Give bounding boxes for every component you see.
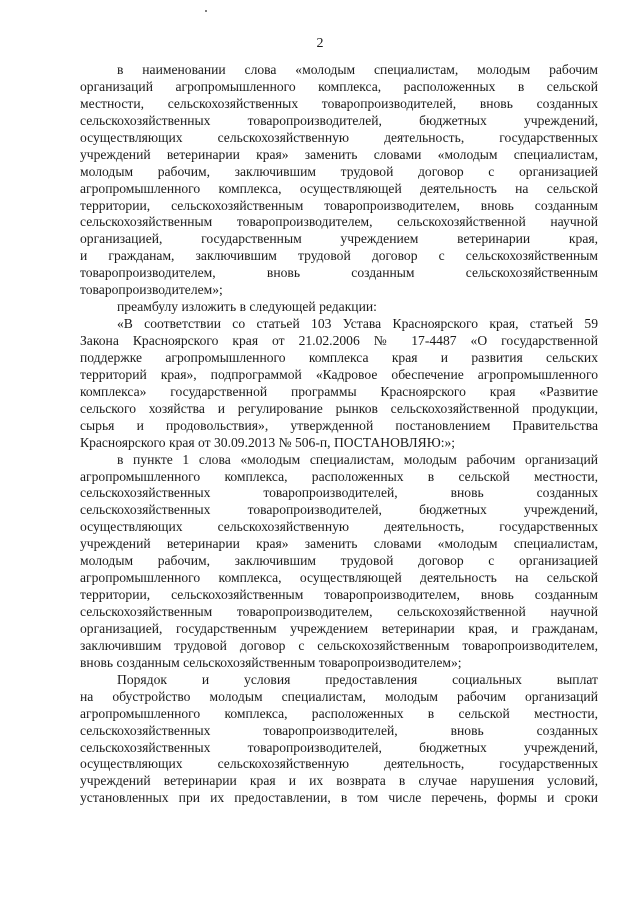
text-line: установленных при их предоставлении, в том числе перечень, формы и сроки xyxy=(80,790,598,806)
text-line: организаций агропромышленного комплекса, расположенных в сельской xyxy=(80,78,598,94)
text-line: Красноярского края от 30.09.2013 № 506-п, ПОСТАНОВЛЯЮ:»; xyxy=(80,434,456,450)
text-line: учреждений ветеринарии края и их возврата в случае нарушения условий, xyxy=(80,773,598,789)
text-line: сельскохозяйственным товаропроизводителем, сельскохозяйственной научной xyxy=(80,604,598,619)
text-line: территории, сельскохозяйственным товаропроизводителем, вновь созданным xyxy=(80,197,598,213)
text-line: в пункте 1 слова «молодым специалистам, молодым рабочим организаций xyxy=(117,451,598,467)
text-line: Закона Красноярского края от 21.02.2006 № 17-4487 «О государственной xyxy=(80,333,598,348)
page-number: 2 xyxy=(316,36,324,51)
text-line: учреждений ветеринарии края» заменить словами «молодым специалистам, xyxy=(80,536,598,552)
text-line: территорий края», подпрограммой «Кадровое обеспечение агропромышленного xyxy=(80,366,598,382)
text-line: «В соответствии со статьей 103 Устава Красноярского края, статьей 59 xyxy=(117,316,598,332)
text-line: вновь созданным сельскохозяйственным товаропроизводителем»; xyxy=(80,654,462,670)
text-line: сельскохозяйственных товаропроизводителей, вновь созданных xyxy=(80,722,598,738)
text-line: сельскохозяйственных товаропроизводителей, бюджетных учреждений, xyxy=(80,502,598,518)
text-line: поддержке агропромышленного комплекса края и развития сельских xyxy=(80,349,598,365)
text-line: товаропроизводителем, вновь созданным сельскохозяйственным xyxy=(80,265,598,281)
text-line: сельскохозяйственных товаропроизводителей, бюджетных учреждений, xyxy=(80,739,598,755)
text-line: сырья и продовольствия», утвержденной постановлением Правительства xyxy=(80,417,598,433)
text-line: агропромышленного комплекса, осуществляющей деятельность на сельской xyxy=(80,180,598,196)
text-line: агропромышленного комплекса, расположенных в сельской местности, xyxy=(80,468,598,484)
text-line: местности, сельскохозяйственных товаропроизводителей, вновь созданных xyxy=(80,95,598,111)
text-line: комплекса» государственной программы Красноярского края «Развитие xyxy=(80,383,598,399)
text-line: преамбулу изложить в следующей редакции: xyxy=(117,299,377,315)
text-line: сельскохозяйственным товаропроизводителем, сельскохозяйственной научной xyxy=(80,214,598,230)
text-line: сельского хозяйства и регулирование рынков сельскохозяйственной продукции, xyxy=(80,400,598,416)
text-line: осуществляющих сельскохозяйственную деятельность, государственных xyxy=(80,519,598,535)
text-line: осуществляющих сельскохозяйственную деятельность, государственных xyxy=(80,129,598,145)
scan-speck xyxy=(205,10,207,12)
text-line: сельскохозяйственных товаропроизводителей, вновь созданных xyxy=(80,485,598,501)
body-text xyxy=(80,62,598,807)
text-line: и гражданам, заключившим трудовой договор с сельскохозяйственным xyxy=(80,248,598,264)
text-line: территории, сельскохозяйственным товаропроизводителем, вновь созданным xyxy=(80,587,598,603)
text-line: молодым рабочим, заключившим трудовой договор с организацией xyxy=(80,553,598,569)
text-line: агропромышленного комплекса, осуществляющей деятельность на сельской xyxy=(80,570,598,586)
text-line: в наименовании слова «молодым специалистам, молодым рабочим xyxy=(117,62,598,77)
text-line: организацией, государственным учреждением ветеринарии края, xyxy=(80,231,598,247)
text-line: товаропроизводителем»; xyxy=(80,282,223,298)
text-line: осуществляющих сельскохозяйственную деятельность, государственных xyxy=(80,756,598,772)
text-line: сельскохозяйственных товаропроизводителей, бюджетных учреждений, xyxy=(80,112,598,128)
text-line: Порядок и условия предоставления социальных выплат xyxy=(117,671,598,687)
text-line: заключившим трудовой договор с сельскохозяйственным товаропроизводителем, xyxy=(80,637,598,653)
text-line: молодым рабочим, заключившим трудовой договор с организацией xyxy=(80,163,598,179)
text-line: учреждений ветеринарии края» заменить словами «молодым специалистам, xyxy=(80,146,598,162)
text-line: на обустройство молодым специалистам, молодым рабочим организаций xyxy=(80,688,598,704)
text-line: агропромышленного комплекса, расположенных в сельской местности, xyxy=(80,705,598,721)
text-line: организацией, государственным учреждением ветеринарии края, и гражданам, xyxy=(80,620,598,636)
